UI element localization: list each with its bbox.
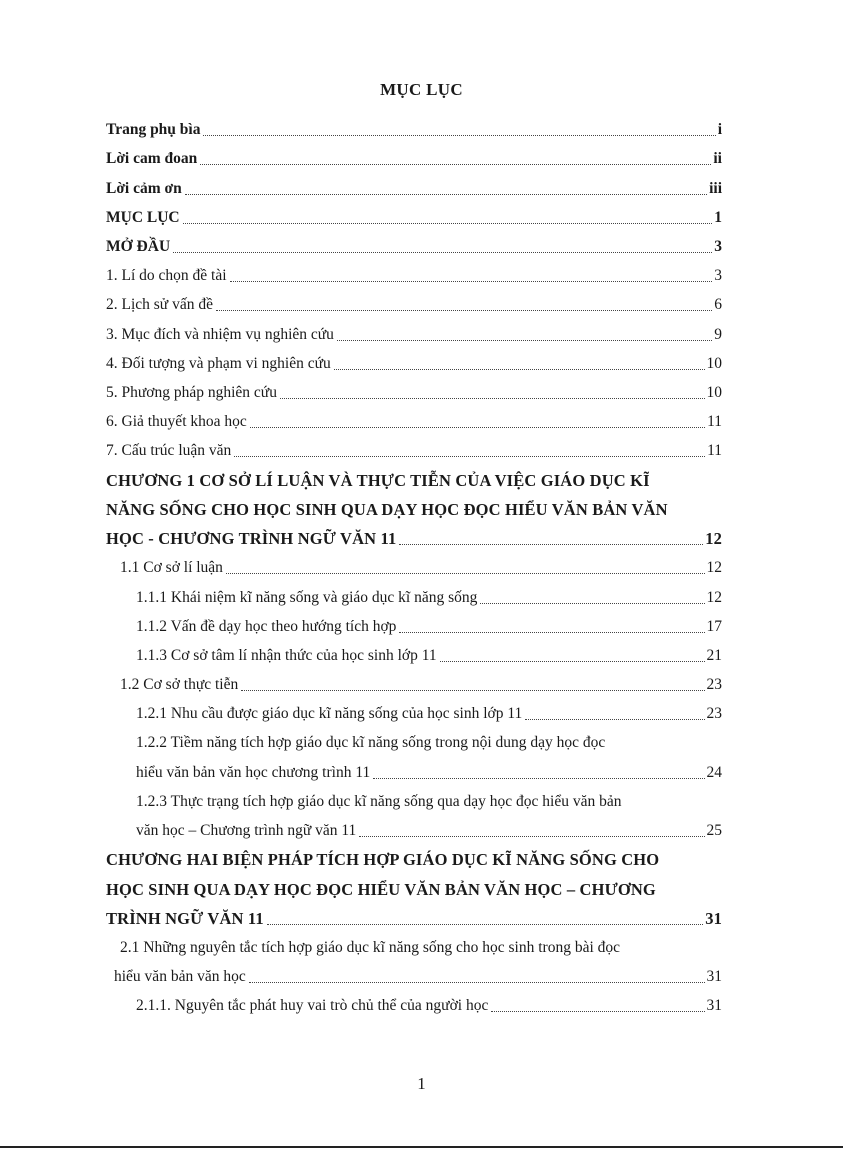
toc-entry-page: 10	[706, 383, 722, 401]
dot-leader	[334, 368, 705, 370]
toc-entry[interactable]	[106, 608, 722, 637]
toc-entry-page: 6	[714, 296, 722, 314]
toc-entry-title: 1.2.1 Nhu cầu được giáo dục kĩ năng sống của học sinh lớp 11	[136, 705, 523, 723]
toc-entry[interactable]	[106, 783, 722, 841]
toc-entry-title: HỌC SINH QUA DẠY HỌC ĐỌC HIỂU VĂN BẢN VĂN HỌC – CHƯƠNG	[106, 879, 656, 899]
toc-entry-title: văn học – Chương trình ngữ văn 11	[136, 822, 357, 840]
dot-leader	[173, 251, 712, 253]
toc-entry[interactable]	[106, 111, 722, 140]
toc-entry-title: 1.1.1 Khái niệm kĩ năng sống và giáo dục kĩ năng sống	[136, 588, 478, 606]
toc-entry-title: HỌC - CHƯƠNG TRÌNH NGỮ VĂN 11	[106, 529, 397, 549]
toc-entry-page: 11	[707, 413, 722, 431]
toc-entry-page: 31	[706, 968, 722, 986]
toc-entry-title: MỤC LỤC	[106, 208, 180, 226]
dot-leader	[200, 163, 711, 165]
toc-entry[interactable]	[106, 549, 722, 578]
toc-entry-title: 6. Giả thuyết khoa học	[106, 413, 247, 431]
toc-entry[interactable]	[106, 578, 722, 607]
toc-entry-page: 9	[714, 325, 722, 343]
toc-entry[interactable]	[106, 929, 722, 987]
bottom-border-line	[0, 1146, 843, 1148]
toc-entry[interactable]	[106, 666, 722, 695]
toc-entry[interactable]	[106, 286, 722, 315]
toc-entry-page: 25	[706, 822, 722, 840]
toc-entry-page: ii	[713, 150, 722, 168]
dot-leader	[183, 222, 713, 224]
toc-entry[interactable]	[106, 257, 722, 286]
dot-leader	[216, 309, 712, 311]
toc-entry-title: NĂNG SỐNG CHO HỌC SINH QUA DẠY HỌC ĐỌC HIỂU VĂN BẢN VĂN	[106, 499, 668, 519]
toc-entry-page: iii	[709, 179, 722, 197]
toc-entry-page: 3	[714, 237, 722, 255]
toc-entry-page: 24	[706, 763, 722, 781]
toc-entry[interactable]	[106, 315, 722, 344]
toc-entry[interactable]	[106, 695, 722, 724]
toc-entry-title: 5. Phương pháp nghiên cứu	[106, 383, 277, 401]
dot-leader	[280, 397, 705, 399]
toc-entry-page: 10	[706, 354, 722, 372]
toc-entry[interactable]	[106, 199, 722, 228]
toc-entry-title: TRÌNH NGỮ VĂN 11	[106, 908, 264, 928]
toc-entry-title: 1.2.2 Tiềm năng tích hợp giáo dục kĩ năng sống trong nội dung dạy học đọc	[136, 734, 606, 752]
toc-entry-page: 3	[714, 267, 722, 285]
toc-entry-title: 1.2 Cơ sở thực tiễn	[120, 676, 239, 694]
toc-chapter-1[interactable]	[106, 461, 722, 549]
dot-leader	[399, 631, 704, 633]
toc-entry-title: 4. Đối tượng và phạm vi nghiên cứu	[106, 354, 331, 372]
toc-entry-page: 21	[706, 646, 722, 664]
toc-entry[interactable]	[106, 724, 722, 782]
toc-entry-page: 31	[705, 908, 722, 928]
toc-entry-title: CHƯƠNG HAI BIỆN PHÁP TÍCH HỢP GIÁO DỤC KĨ NĂNG SỐNG CHO	[106, 850, 660, 870]
toc-entry-title: Trang phụ bìa	[106, 121, 201, 139]
toc-entry-title: hiểu văn bản văn học	[114, 968, 246, 986]
toc-entry-page: 11	[707, 442, 722, 460]
dot-leader	[203, 134, 715, 136]
dot-leader	[440, 660, 705, 662]
toc-chapter-2[interactable]	[106, 841, 722, 929]
page-title: MỤC LỤC	[380, 80, 463, 99]
toc-entry-title: 1. Lí do chọn đề tài	[106, 267, 227, 285]
dot-leader	[226, 572, 705, 574]
toc-entry-title: 2.1 Những nguyên tắc tích hợp giáo dục kĩ năng sống cho học sinh trong bài đọc	[120, 939, 621, 957]
toc-entry-title: CHƯƠNG 1 CƠ SỞ LÍ LUẬN VÀ THỰC TIỄN CỦA VIỆC GIÁO DỤC KĨ	[106, 470, 650, 490]
toc-entry-title: 1.1.3 Cơ sở tâm lí nhận thức của học sinh lớp 11	[136, 646, 437, 664]
toc-entry-page: i	[717, 121, 722, 139]
dot-leader	[525, 718, 704, 720]
toc-entry-page: 12	[706, 588, 722, 606]
dot-leader	[480, 602, 704, 604]
toc-entry-page: 12	[705, 529, 722, 549]
toc-entry-title: 3. Mục đích và nhiệm vụ nghiên cứu	[106, 325, 334, 343]
toc-entry-page: 17	[706, 617, 722, 635]
toc-entry-page: 12	[706, 559, 722, 577]
toc-entry-page: 23	[706, 705, 722, 723]
toc-entry[interactable]	[106, 228, 722, 257]
dot-leader	[359, 835, 704, 837]
toc-entry[interactable]	[106, 140, 722, 169]
toc-entry-title: Lời cam đoan	[106, 150, 198, 168]
dot-leader	[399, 543, 703, 545]
toc-entry[interactable]	[106, 987, 722, 1016]
toc-entry[interactable]	[106, 374, 722, 403]
page-number: 1	[417, 1074, 426, 1093]
toc-entry-title: MỞ ĐẦU	[106, 237, 171, 255]
toc-entry[interactable]	[106, 637, 722, 666]
toc-entry-title: 1.1.2 Vấn đề dạy học theo hướng tích hợp	[136, 617, 397, 635]
toc-entry-page: 31	[706, 997, 722, 1015]
toc-entry-page: 23	[706, 676, 722, 694]
dot-leader	[241, 689, 704, 691]
toc-entry[interactable]	[106, 345, 722, 374]
toc-entry-title: 1.2.3 Thực trạng tích hợp giáo dục kĩ năng sống qua dạy học đọc hiểu văn bản	[136, 792, 622, 810]
toc-entry-page: 1	[714, 208, 722, 226]
dot-leader	[267, 923, 703, 925]
dot-leader	[491, 1010, 704, 1012]
toc-entry-title: 2.1.1. Nguyên tắc phát huy vai trò chủ thể của người học	[136, 997, 489, 1015]
toc-entry-title: 7. Cấu trúc luận văn	[106, 442, 232, 460]
dot-leader	[337, 339, 712, 341]
toc-entry-title: 1.1 Cơ sở lí luận	[120, 559, 223, 577]
dot-leader	[185, 193, 707, 195]
toc-entry[interactable]	[106, 432, 722, 461]
dot-leader	[234, 455, 705, 457]
toc-entry-title: 2. Lịch sử vấn đề	[106, 296, 213, 314]
table-of-contents	[106, 111, 722, 1016]
dot-leader	[230, 280, 713, 282]
dot-leader	[373, 777, 704, 779]
toc-entry-title: Lời cảm ơn	[106, 179, 182, 197]
toc-entry[interactable]	[106, 403, 722, 432]
toc-entry[interactable]	[106, 169, 722, 198]
dot-leader	[249, 981, 705, 983]
toc-entry-title: hiểu văn bản văn học chương trình 11	[136, 763, 371, 781]
dot-leader	[250, 426, 705, 428]
